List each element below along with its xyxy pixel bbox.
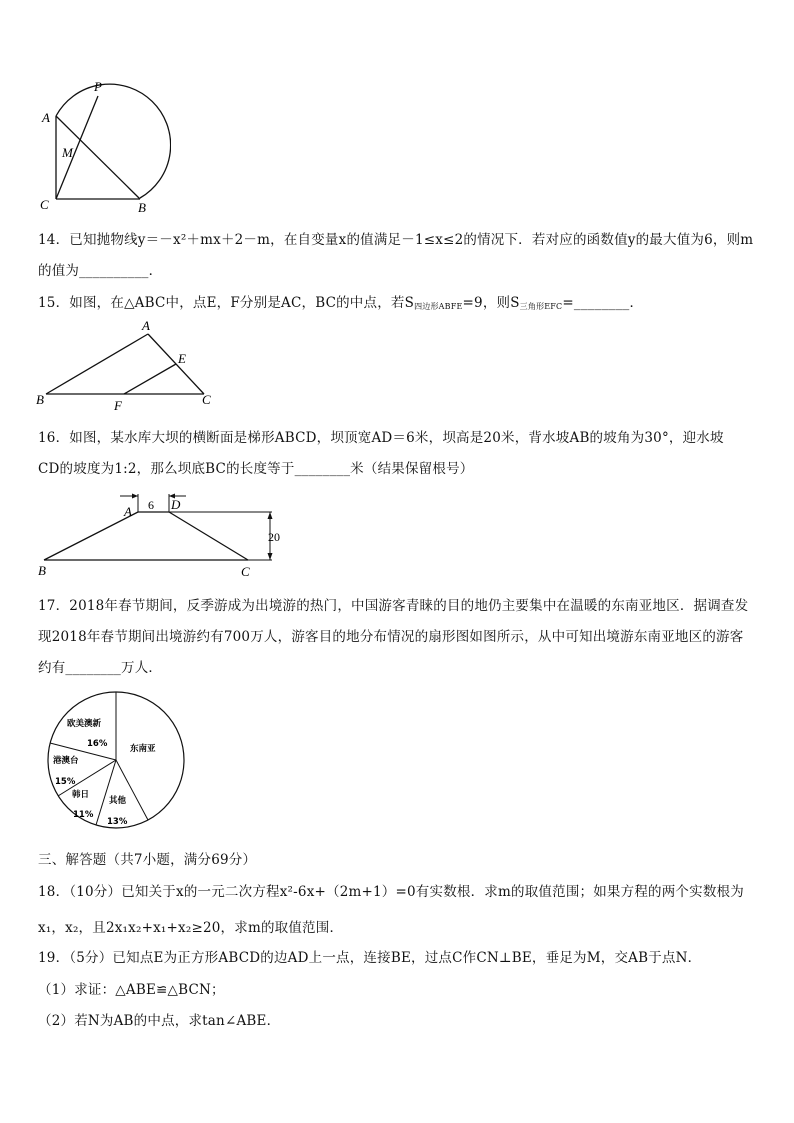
pie-label-sea: 东南亚 [130,744,156,754]
q15-sub1: 四边形ABFE [414,302,463,311]
q18-line1: 18．（10分）已知关于x的一元二次方程x²-6x+（2m+1）=0有实数根．求m的取值范围；如果方程的两个实数根为 [38,884,744,900]
pie-label-eu: 欧美澳新 [67,719,102,729]
label-b: B [38,563,46,578]
label-d: D [171,497,181,512]
q19-line1: 19．（5分）已知点E为正方形ABCD的边AD上一点，连接BE，过点C作CN⊥BE，垂足为M，交AB于点N． [38,950,702,966]
pie-pct-hk: 15% [55,777,76,787]
pie-chart [40,690,192,832]
triangle-figure [34,318,224,413]
label-e: E [178,351,186,366]
label-a: A [42,110,50,125]
q15-mid: =9，则S [462,295,520,311]
label-width: 6 [148,498,154,512]
q15-sub2: 三角形EFC [519,302,563,311]
segment-dc [169,512,248,560]
label-f: F [114,398,122,413]
label-p: P [94,79,102,94]
q15-suffix: =________． [562,295,644,311]
pie-pct-other: 13% [107,817,128,827]
label-c: C [241,564,250,579]
label-a: A [124,504,132,519]
circle-arc [56,84,171,198]
section3-title: 三、解答题（共7小题，满分69分） [38,852,257,868]
q17-line3: 约有________万人． [38,660,163,676]
segment-ba [46,334,148,394]
q16-line2: CD的坡度为1:2，那么坝底BC的长度等于________米（结果保留根号） [38,461,474,477]
label-height: 20 [268,530,280,544]
label-b: B [36,392,44,407]
q18-line2: x₁，x₂，且2x₁x₂+x₁+x₂≥20，求m的取值范围． [38,920,344,936]
q16-line1: 16．如图，某水库大坝的横断面是梯形ABCD，坝顶宽AD＝6米，坝高是20米，背水坡AB的坡角为30°，迎水坡 [38,430,724,446]
q17-line1: 17．2018年春节期间，反季游成为出境游的热门，中国游客青睐的目的地仍主要集中在温暖的东南亚地区．据调查发 [38,598,749,614]
q15-prefix: 15．如图，在△ABC中，点E，F分别是AC，BC的中点，若S [38,295,415,311]
label-b: B [138,200,146,215]
q14-line1: 14．已知抛物线y＝－x²＋mx＋2－m，在自变量x的值满足－1≤x≤2的情况下．若对应的函数值y的最大值为6，则m [38,232,754,248]
q17-line2: 现2018年春节期间出境游约有700万人，游客目的地分布情况的扇形图如图所示，从中可知出境游东南亚地区的游客 [38,629,744,645]
segment-fe [124,364,176,394]
q14-line2: 的值为__________． [38,263,163,279]
pie-label-hk: 港澳台 [53,756,79,766]
segment-ab [44,512,138,560]
label-m: M [62,145,73,160]
q15-text [38,291,643,312]
circle-figure [36,78,171,218]
pie-label-other: 其他 [109,796,127,806]
label-c: C [40,197,49,212]
q19-part1: （1）求证：△ABE≌△BCN； [38,982,225,998]
label-c: C [202,392,211,407]
pie-label-kj: 韩日 [72,790,90,800]
pie-pct-kj: 11% [73,810,94,820]
pie-pct-eu: 16% [87,739,108,749]
label-a: A [142,318,150,333]
q19-part2: （2）若N为AB的中点，求tan∠ABE． [38,1013,281,1029]
dam-figure [34,488,294,580]
